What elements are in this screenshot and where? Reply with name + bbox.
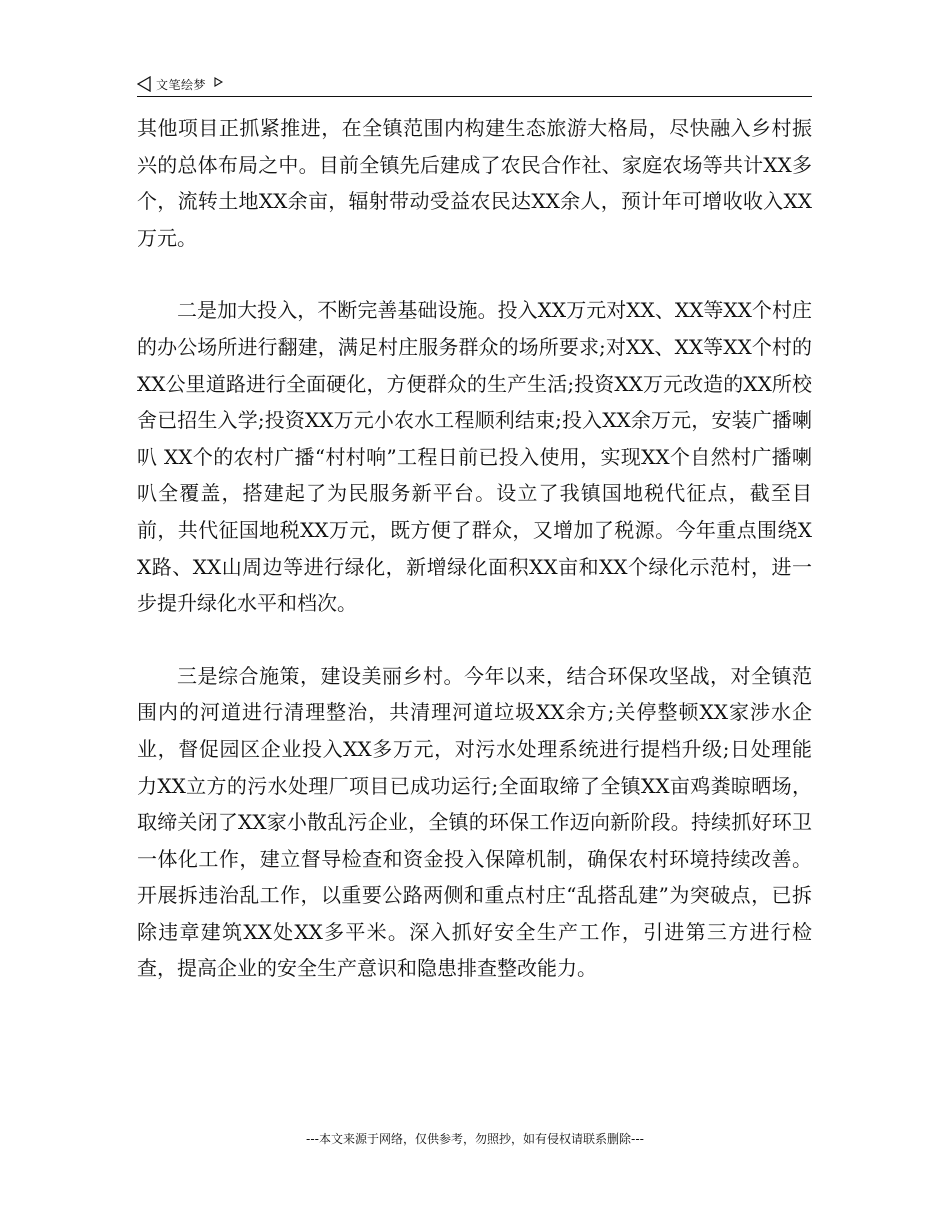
triangle-right-outline-icon	[214, 77, 223, 87]
document-body	[137, 110, 812, 987]
brand-title: 文笔绘梦	[156, 77, 207, 92]
page-footer-disclaimer: ---本文来源于网络，仅供参考，勿照抄，如有侵权请联系删除---	[306, 1132, 644, 1146]
triangle-left-outline-icon	[137, 76, 151, 92]
paragraph-gap	[137, 256, 812, 292]
paragraph-beautiful-village: 三是综合施策，建设美丽乡村。今年以来，结合环保攻坚战，对全镇范围内的河道进行清理整治，共清理河道垃圾XX余方;关停整顿XX家涉水企业，督促园区企业投入XX多万元，对污水处理系统进行提档升级;日处理能力XX立方的污水处理厂项目已成功运行;全面取缔了全镇XX亩鸡粪晾晒场，取缔关闭了XX家小散乱污企业，全镇的环保工作迈向新阶段。持续抓好环卫一体化工作，建立督导检查和资金投入保障机制，确保农村环境持续改善。开展拆违治乱工作，以重要公路两侧和重点村庄“乱搭乱建”为突破点，已拆除违章建筑XX处XX多平米。深入抓好安全生产工作，引进第三方进行检查，提高企业的安全生产意识和隐患排查整改能力。	[137, 663, 812, 981]
page-header	[137, 72, 812, 97]
paragraph-continued: 其他项目正抓紧推进，在全镇范围内构建生态旅游大格局，尽快融入乡村振兴的总体布局之中。目前全镇先后建成了农民合作社、家庭农场等共计XX多个，流转土地XX余亩，辐射带动受益农民达XX余人，预计年可增收收入XX万元。	[137, 116, 812, 250]
paragraph-gap	[137, 622, 812, 658]
paragraph-infrastructure: 二是加大投入，不断完善基础设施。投入XX万元对XX、XX等XX个村庄的办公场所进行翻建，满足村庄服务群众的场所要求;对XX、XX等XX个村的XX公里道路进行全面硬化，方便群众的生产生活;投资XX万元改造的XX所校舍已招生入学;投资XX万元小农水工程顺利结束;投入XX余万元，安装广播喇叭 XX个的农村广播“村村响”工程日前已投入使用，实现XX个自然村广播喇叭全覆盖，搭建起了为民服务新平台。设立了我镇国地税代征点，截至目前，共代征国地税XX万元，既方便了群众，又增加了税源。今年重点围绕XX路、XX山周边等进行绿化，新增绿化面积XX亩和XX个绿化示范村，进一步提升绿化水平和档次。	[137, 298, 812, 616]
